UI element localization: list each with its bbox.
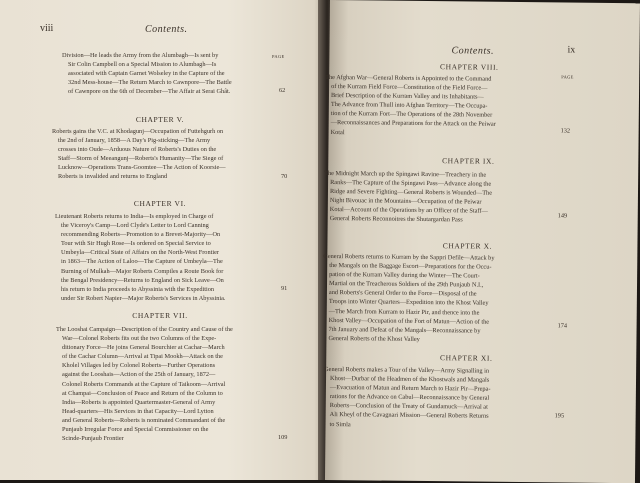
entry-line: Scinde-Punjaub Frontier xyxy=(62,435,124,443)
entry-line: Burning of Mulkah—Major Roberts Compiles a Route Book for xyxy=(61,267,224,275)
contents-entry xyxy=(324,169,560,226)
page-column-label: PAGE xyxy=(272,54,285,59)
contents-entry xyxy=(55,212,290,303)
entry-line: of the Cachar Column—Arrival at Tipai Mookh—Attack on the xyxy=(62,353,223,361)
entry-line: General Roberts makes a Tour of the Valley—Army Signalling in xyxy=(324,365,490,375)
entry-line: Ridge and Severe Fighting—General Roberts is Wounded—The xyxy=(329,188,493,197)
entry-line: General Roberts Reconnoitres the Shutargardan Pass xyxy=(329,215,463,224)
entry-line: Sir Colin Campbell on a Special Mission to Alumbagh—Is xyxy=(68,61,217,69)
entry-line: to Simla xyxy=(329,420,351,428)
entry-line: —Reconnaissances and Preparations for the Attack on the Peiwar xyxy=(330,119,496,129)
entry-line: in 1863—The Action of Laloo—The Capture of Umbeyla—The xyxy=(61,258,223,266)
entry-line: the 2nd of January, 1858—A Day's Pig-sticking—The Army xyxy=(58,137,211,145)
entry-line: and General Roberts—Roberts is nominated Commandant of the xyxy=(62,416,226,424)
chapter-heading: CHAPTER V. xyxy=(135,115,185,124)
contents-entry xyxy=(324,365,560,431)
entry-line: ditionary Force—He joins General Bourchier at Cachar—March xyxy=(62,344,225,352)
entry-line: rations for the Advance on Cabul—Reconnaissance by General xyxy=(329,393,490,402)
page-number: ix xyxy=(567,44,576,56)
entry-page-number: 109 xyxy=(278,434,288,441)
running-title: Contents. xyxy=(451,45,495,57)
entry-line: Kotal xyxy=(330,128,345,136)
entry-line: Umbeyla—Critical State of Affairs on the North-West Frontier xyxy=(61,249,219,257)
entry-line: under Sir Robert Napier—Major Roberts's Services in Abyssinia. xyxy=(61,294,226,302)
entry-line: 7th January and Defeat of the Mangals—Reconnaissance by xyxy=(328,325,481,335)
entry-line: Staff—Storm of Meeangunj—Roberts's Humanity—The Siege of xyxy=(58,155,224,163)
entry-line: Roberts gains the V.C. at Khodagunj—Occupation of Futtehgurh on xyxy=(52,128,224,135)
entry-line: General Roberts of the Khost Valley xyxy=(328,334,420,343)
entry-line: the Viceroy's Camp—Lord Clyde's Letter to Lord Canning xyxy=(61,222,209,230)
entry-page-number: 149 xyxy=(557,212,568,220)
contents-entry xyxy=(62,51,292,96)
right-page xyxy=(325,0,640,483)
entry-line: Colonel Roberts Commands at the Capture of Taikoom—Arrival xyxy=(62,380,226,388)
chapter-heading: CHAPTER VIII. xyxy=(440,62,499,72)
entry-line: The Advance from Thull into Afghan Territory—The Occupa- xyxy=(330,101,488,110)
entry-line: The Looshai Campaign—Description of the Country and Cause of the xyxy=(56,326,233,333)
entry-line: the Mangals on the Baggage Escort—Preparations for the Occu- xyxy=(329,262,492,271)
entry-line: Kotal—Account of the Operations by an Officer of the Staff— xyxy=(329,206,488,216)
entry-line: —The March from Kurram to Hazir Pir, and thence into the xyxy=(328,307,480,317)
entry-line: Roberts is invalided and returns to England xyxy=(58,173,168,181)
page-number: viii xyxy=(40,23,54,34)
chapter-heading: CHAPTER XI. xyxy=(439,353,493,363)
entry-line: Khost Valley—Occupation of the Fort of Matun—Action of the xyxy=(328,316,490,326)
entry-page-number: 174 xyxy=(557,322,568,330)
entry-line: Night Bivouac in the Mountains—Occupation of the Peiwar xyxy=(329,197,482,206)
entry-line: crosses into Oude—Arduous Nature of Roberts's Duties on the xyxy=(58,146,217,154)
entry-line: associated with Captain Garnet Wolseley in the Capture of the xyxy=(68,70,225,78)
contents-entry xyxy=(56,325,291,443)
chapter-heading: CHAPTER VII. xyxy=(132,311,188,320)
entry-line: General Roberts returns to Kurram by the Sappri Defile—Attack by xyxy=(323,252,495,262)
page-column-label: PAGE xyxy=(561,74,574,80)
chapter-heading: CHAPTER IX. xyxy=(442,156,495,166)
entry-line: Brief Description of the Kurram Valley and its Inhabitants— xyxy=(330,92,484,101)
entry-line: Tour with Sir Hugh Rose—Is ordered on Special Service to xyxy=(61,240,211,248)
contents-entry xyxy=(322,252,558,345)
chapter-heading: CHAPTER X. xyxy=(442,241,493,251)
contents-entry xyxy=(52,127,287,182)
entry-line: The Afghan War—General Roberts is Appointed to the Command xyxy=(325,73,492,83)
entry-line: recommending Roberts—Promotion to a Brevet-Majority—On xyxy=(61,231,221,239)
entry-page-number: 91 xyxy=(281,285,288,292)
entry-line: at Champai—Conclusion of Peace and Return of the Column to xyxy=(62,389,223,397)
entry-page-number: 132 xyxy=(560,127,571,135)
entry-line: Ranks—The Capture of the Spingawi Pass—Advance along the xyxy=(330,179,492,188)
contents-entry xyxy=(325,73,561,139)
entry-line: 32nd Mess-house—The Return March to Cawnpore—The Battle xyxy=(68,79,232,87)
entry-line: pation of the Kurram Valley during the Winter—The Court- xyxy=(329,271,480,280)
entry-line: the Bengal Presidency—Returns to England on Sick Leave—On xyxy=(61,276,224,284)
entry-page-number: 70 xyxy=(281,173,288,180)
entry-line: of Cawnpore on the 6th of December—The Affair at Serai Ghât. xyxy=(68,88,231,96)
entry-line: Lieutenant Roberts returns to India—Is employed in Charge of xyxy=(55,213,214,220)
entry-line: The Midnight March up the Spingawi Ravine—Treachery in the xyxy=(324,169,487,179)
entry-line: against the Looshais—Action of the 25th of January, 1872— xyxy=(62,371,216,379)
entry-line: Ali Kheyl of the Cavagnari Mission—General Roberts Returns xyxy=(329,411,489,421)
entry-line: his return to India proceeds to Abyssinia with the Expedition xyxy=(61,285,215,293)
entry-line: Martial on the Treacherous Soldiers of the 29th Punjaub N.I., xyxy=(328,280,484,289)
entry-page-number: 195 xyxy=(554,412,565,420)
entry-line: Khost—Durbar of the Headmen of the Khostwals and Mangals xyxy=(329,375,490,384)
entry-line: of the Kurram Field Force—Constitution of the Field Force— xyxy=(331,83,488,92)
entry-line: —Evacuation of Matun and Return March to Hazir Pir—Prepa- xyxy=(329,384,491,393)
entry-line: Troops into Winter Quarters—Expedition into the Khost Valley xyxy=(328,298,489,308)
entry-line: Head-quarters—His Services in that Capacity—Lord Lytton xyxy=(62,407,214,415)
entry-line: War—Colonel Roberts fits out the two Columns of the Expe- xyxy=(62,335,217,343)
entry-line: tion of the Kurram Fort—The Operations of the 28th November xyxy=(330,110,493,120)
chapter-heading: CHAPTER VI. xyxy=(133,199,187,208)
entry-line: India—Roberts is appointed Quartermaster-General of Army xyxy=(62,398,216,406)
entry-page-number: 62 xyxy=(279,87,286,94)
entry-line: and Roberts's General Order to the Force—Disposal of the xyxy=(328,289,477,298)
entry-line: Roberts—Conclusion of the Treaty of Gundamuck—Arrival at xyxy=(329,402,488,412)
running-title: Contents. xyxy=(145,24,188,35)
entry-line: Kholel Villages led by Colonel Roberts—Further Operations xyxy=(62,362,216,370)
entry-line: Division—He leads the Army from the Alumbagh—Is sent by xyxy=(62,52,219,59)
entry-line: Punjaub Irregular Force and Special Commissioner on the xyxy=(62,426,209,434)
entry-line: Lucknow—Operations Trans-Goomtee—The Action of Koorsie— xyxy=(58,164,226,172)
